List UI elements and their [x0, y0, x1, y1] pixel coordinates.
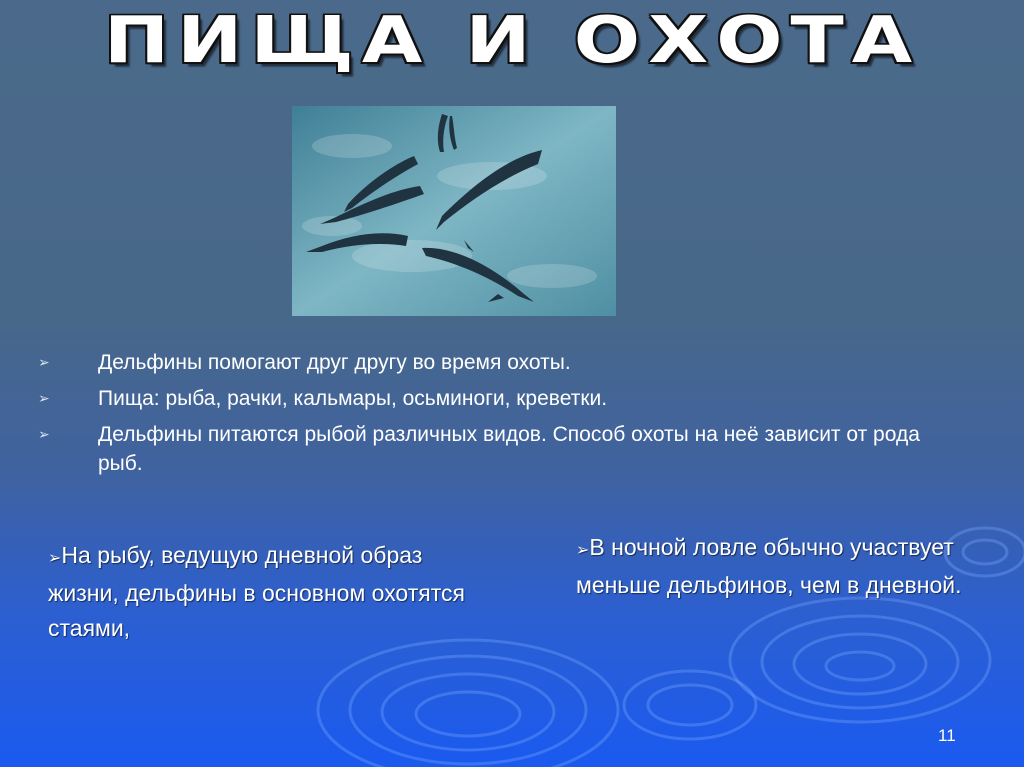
arrow-bullet-icon: ➢ [48, 550, 62, 567]
arrow-bullet-icon: ➢ [38, 426, 50, 442]
bullet-item [38, 348, 938, 377]
page-number: 11 [938, 726, 956, 745]
bullet-text: Дельфины помогают друг другу во время охоты. [98, 351, 571, 374]
arrow-bullet-icon: ➢ [38, 354, 50, 370]
night-hunting-text: В ночной ловле обычно участвует меньше дельфинов, чем в дневной. [576, 534, 962, 598]
bullet-text: Пища: рыба, рачки, кальмары, осьминоги, креветки. [98, 387, 608, 410]
bullet-text: Дельфины питаются рыбой различных видов. Способ охоты на неё зависит от рода рыб. [98, 423, 920, 475]
night-hunting-note [576, 530, 1006, 603]
bullet-item [38, 384, 938, 413]
bullet-list [38, 348, 938, 485]
slide-title: ПИЩА И ОХОТА [103, 4, 921, 78]
day-hunting-text: На рыбу, ведущую дневной образ жизни, дельфины в основном охотятся стаями, [48, 542, 465, 641]
dolphins-photo [292, 106, 616, 316]
arrow-bullet-icon: ➢ [576, 542, 590, 559]
day-hunting-note [48, 538, 468, 646]
arrow-bullet-icon: ➢ [38, 390, 50, 406]
bullet-item [38, 420, 938, 478]
